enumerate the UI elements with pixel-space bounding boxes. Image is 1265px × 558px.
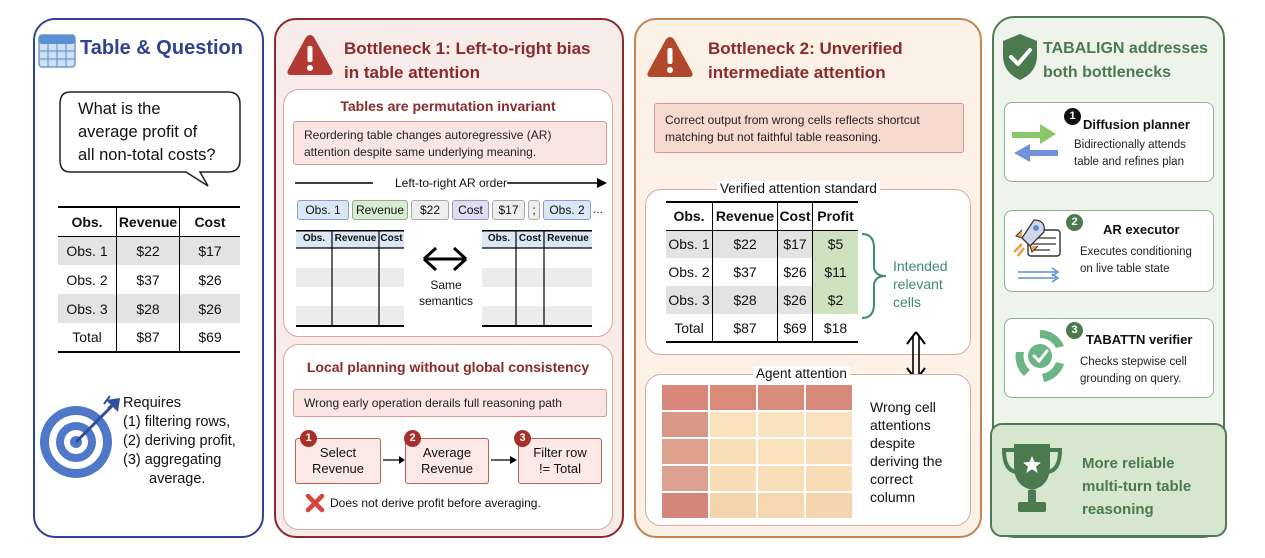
relevant-cell: $11 <box>813 258 859 286</box>
requirement-item: average. <box>149 471 206 487</box>
verified-table <box>666 201 858 343</box>
token-chip: $17 <box>492 200 525 220</box>
label-line: Wrong cell <box>870 399 936 415</box>
mini-header: Cost <box>380 233 403 244</box>
heatmap-cell <box>758 439 804 464</box>
step-line: Average <box>422 445 472 460</box>
token-chip: Revenue <box>352 200 408 220</box>
heatmap-cell <box>806 466 852 491</box>
table-cell: Total <box>58 323 117 352</box>
bottleneck2-note <box>654 103 964 153</box>
table-cell: Obs. 2 <box>666 258 713 286</box>
table-row <box>666 286 858 314</box>
heatmap-cell <box>806 493 852 518</box>
result-line: multi-turn table <box>1082 478 1192 495</box>
note-line: Reordering table changes autoregressive (AR) <box>304 128 552 142</box>
heatmap-cell <box>710 412 756 437</box>
question-line-2: average profit of <box>78 123 198 141</box>
table-cell: $26 <box>198 271 222 288</box>
input-table <box>58 206 240 353</box>
col-header: Cost <box>778 202 813 230</box>
heatmap-cell <box>758 493 804 518</box>
same-semantics-label <box>410 277 482 309</box>
card-title: TABATTN verifier <box>1086 332 1193 347</box>
title-line: both bottlenecks <box>1043 64 1172 81</box>
col-header: Cost <box>194 213 226 230</box>
note-line: matching but not faithful table reasoning. <box>665 130 882 144</box>
table-row <box>58 294 240 323</box>
heatmap-cell <box>662 412 708 437</box>
token-ellipsis: ... <box>593 202 604 216</box>
heatmap-cell <box>710 439 756 464</box>
table-cell: $17 <box>198 242 222 259</box>
label-line: semantics <box>418 294 474 308</box>
token-chip: Cost <box>452 200 489 220</box>
label-line: Same <box>430 278 462 292</box>
result-line: More reliable <box>1082 455 1175 472</box>
table-cell: $37 <box>117 265 180 294</box>
local-planning-title: Local planning without global consistency <box>306 359 590 375</box>
heatmap-cell <box>662 466 708 491</box>
title-line: in table attention <box>344 63 480 82</box>
heatmap-cell <box>806 412 852 437</box>
heatmap-cell <box>806 439 852 464</box>
col-header: Obs. <box>666 202 713 230</box>
table-cell: $28 <box>713 286 778 314</box>
heatmap-cell <box>710 466 756 491</box>
label-line: attentions <box>870 417 931 433</box>
card-number-badge: 1 <box>1064 108 1081 125</box>
double-arrow-icon <box>422 244 468 274</box>
table-cell: $87 <box>117 323 180 352</box>
question-line-3: all non-total costs? <box>78 146 216 164</box>
permutation-title: Tables are permutation invariant <box>340 98 556 114</box>
title-line: Bottleneck 2: Unverified <box>708 39 903 58</box>
panel1-title: Table & Question <box>80 37 243 59</box>
verifier-cycle-icon <box>1012 326 1068 388</box>
table-row <box>666 230 858 258</box>
desc-line: on live table state <box>1080 263 1170 275</box>
heatmap-cell <box>710 385 756 410</box>
mini-header: Obs. <box>302 233 326 244</box>
step-arrows <box>381 453 521 467</box>
mini-table-original <box>296 230 406 328</box>
bottleneck2-title <box>708 37 903 85</box>
desc-line: grounding on query. <box>1080 373 1182 385</box>
token-chip: $22 <box>411 200 449 220</box>
table-cell: $26 <box>198 300 222 317</box>
error-cross-icon <box>304 492 326 514</box>
table-row <box>666 258 858 286</box>
step-line: Revenue <box>311 461 365 476</box>
desc-line: Checks stepwise cell <box>1080 356 1187 368</box>
error-message: Does not derive profit before averaging. <box>330 496 541 510</box>
mini-header: Revenue <box>547 233 589 244</box>
table-cell: $22 <box>117 236 180 265</box>
mini-header: Obs. <box>487 233 511 244</box>
heatmap-cell <box>806 385 852 410</box>
label-line: deriving the <box>870 453 943 469</box>
table-cell: $69 <box>778 314 813 342</box>
table-cell: $17 <box>778 230 813 258</box>
step-number-badge: 3 <box>514 430 531 447</box>
verified-standard-label: Verified attention standard <box>717 181 880 196</box>
relevant-cell: $5 <box>813 230 859 258</box>
attention-heatmap <box>661 384 855 524</box>
question-text <box>78 98 216 167</box>
heatmap-cell <box>758 466 804 491</box>
step-number-badge: 2 <box>404 430 421 447</box>
requirements-list <box>123 394 236 489</box>
relevant-cell: $2 <box>813 286 859 314</box>
label-line: Intended <box>893 258 948 274</box>
table-cell: $18 <box>823 319 848 336</box>
desc-line: table and refines plan <box>1074 156 1184 168</box>
local-planning-note: Wrong early operation derails full reasoning path <box>293 389 607 417</box>
step-line: Filter row <box>533 445 587 460</box>
warning-icon <box>646 34 694 80</box>
question-line-1: What is the <box>78 100 161 118</box>
card-title: AR executor <box>1103 222 1180 237</box>
col-header: Revenue <box>713 202 778 230</box>
permutation-note <box>293 121 607 165</box>
col-header: Revenue <box>117 207 180 236</box>
table-cell: Obs. 1 <box>58 236 117 265</box>
table-cell: $26 <box>778 286 813 314</box>
heatmap-cell <box>758 412 804 437</box>
col-header: Profit <box>817 208 854 225</box>
rocket-icon <box>1010 216 1064 288</box>
mini-header: Revenue <box>334 233 377 244</box>
table-cell: Obs. 2 <box>58 265 117 294</box>
table-cell: $87 <box>713 314 778 342</box>
tabalign-title <box>1043 37 1208 85</box>
requirement-item: (2) deriving profit, <box>123 433 236 449</box>
ar-order-label: Left-to-right AR order <box>394 176 508 190</box>
note-line: attention despite same underlying meaning. <box>304 145 537 159</box>
heatmap-cell <box>662 493 708 518</box>
token-chip: Obs. 2 <box>543 200 591 220</box>
heatmap-cell <box>710 493 756 518</box>
requirement-item: (1) filtering rows, <box>123 414 231 430</box>
table-cell: Total <box>666 314 713 342</box>
table-cell: $69 <box>198 329 222 345</box>
col-header: Obs. <box>58 207 117 236</box>
token-chip: Obs. 1 <box>297 200 349 220</box>
plan-step <box>518 438 602 484</box>
warning-icon <box>286 32 334 78</box>
table-cell: $22 <box>713 230 778 258</box>
bottleneck1-title <box>344 37 591 85</box>
card-description <box>1080 244 1192 278</box>
trophy-icon <box>1000 440 1064 520</box>
card-description <box>1080 354 1187 388</box>
table-row <box>58 265 240 294</box>
intended-cells-label <box>893 257 948 311</box>
table-cell: $37 <box>713 258 778 286</box>
label-line: correct <box>870 471 913 487</box>
card-number-badge: 3 <box>1066 322 1083 339</box>
note-line: Correct output from wrong cells reflects shortcut <box>665 113 920 127</box>
card-description <box>1074 137 1186 171</box>
label-line: cells <box>893 294 922 310</box>
table-cell: Obs. 3 <box>58 294 117 323</box>
title-line: TABALIGN addresses <box>1043 40 1209 57</box>
title-line: intermediate attention <box>708 63 886 82</box>
table-cell: $28 <box>117 294 180 323</box>
table-row <box>58 323 240 352</box>
requires-heading: Requires <box>123 395 182 411</box>
card-number-badge: 2 <box>1066 214 1083 231</box>
card-title: Diffusion planner <box>1083 117 1190 132</box>
step-line: Select <box>319 445 357 460</box>
label-line: column <box>870 489 916 505</box>
table-cell: Obs. 3 <box>666 286 713 314</box>
token-chip: ; <box>528 200 540 220</box>
shield-check-icon <box>1000 32 1040 82</box>
title-line: Bottleneck 1: Left-to-right bias <box>344 39 591 58</box>
table-icon <box>38 34 76 68</box>
step-line: Revenue <box>420 461 474 476</box>
mini-header: Cost <box>518 233 542 244</box>
heatmap-cell <box>662 385 708 410</box>
step-line: != Total <box>538 461 582 476</box>
desc-line: Bidirectionally attends <box>1074 139 1186 151</box>
label-line: despite <box>870 435 916 451</box>
wrong-attention-label <box>870 398 942 506</box>
target-icon <box>36 392 124 482</box>
table-row <box>58 236 240 265</box>
mini-table-reordered <box>482 230 594 328</box>
bidirectional-arrows-icon <box>1010 120 1060 164</box>
agent-attention-label: Agent attention <box>753 366 850 381</box>
step-number-badge: 1 <box>300 430 317 447</box>
heatmap-cell <box>758 385 804 410</box>
table-cell: $26 <box>778 258 813 286</box>
desc-line: Executes conditioning <box>1080 246 1192 258</box>
result-line: reasoning <box>1082 501 1154 518</box>
result-text <box>1082 452 1191 521</box>
requirement-item: (3) aggregating <box>123 452 222 468</box>
label-line: relevant <box>893 276 943 292</box>
heatmap-cell <box>662 439 708 464</box>
table-row <box>666 314 858 342</box>
table-cell: Obs. 1 <box>666 230 713 258</box>
